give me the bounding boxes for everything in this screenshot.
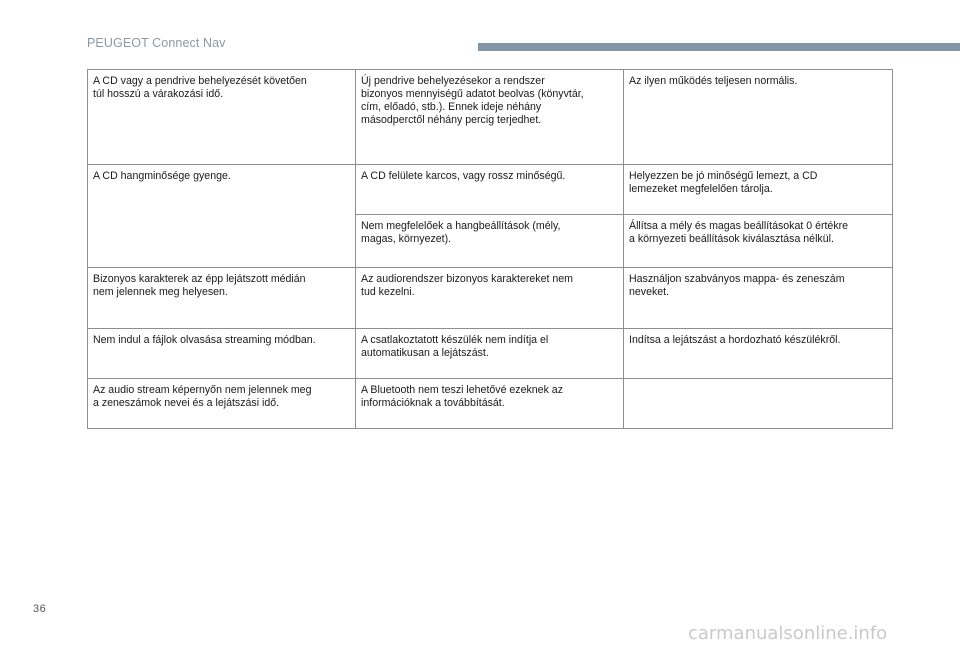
cause-cell: Az audiorendszer bizonyos karaktereket nem tud kezelni. bbox=[356, 268, 624, 329]
cause-cell: Nem megfelelőek a hangbeállítások (mély, magas, környezet). bbox=[356, 215, 624, 268]
question-cell: Nem indul a fájlok olvasása streaming módban. bbox=[88, 329, 356, 379]
solution-cell: Indítsa a lejátszást a hordozható készülékről. bbox=[624, 329, 893, 379]
cause-cell: A csatlakoztatott készülék nem indítja el automatikusan a lejátszást. bbox=[356, 329, 624, 379]
solution-cell: Az ilyen működés teljesen normális. bbox=[624, 70, 893, 165]
header-accent-bar bbox=[478, 43, 960, 51]
watermark-text: carmanualsonline.info bbox=[688, 623, 888, 644]
solution-cell: Helyezzen be jó minőségű lemezt, a CD lemezeket megfelelően tárolja. bbox=[624, 165, 893, 215]
question-cell: A CD hangminősége gyenge. bbox=[88, 165, 356, 268]
cause-cell: A Bluetooth nem teszi lehetővé ezeknek az információknak a továbbítását. bbox=[356, 379, 624, 429]
page-number: 36 bbox=[33, 603, 47, 615]
table-row bbox=[88, 70, 893, 165]
solution-cell: Használjon szabványos mappa- és zeneszám neveket. bbox=[624, 268, 893, 329]
table-row bbox=[88, 165, 893, 215]
solution-cell bbox=[624, 379, 893, 429]
table-row bbox=[88, 379, 893, 429]
table-row bbox=[88, 329, 893, 379]
question-cell: A CD vagy a pendrive behelyezését követően túl hosszú a várakozási idő. bbox=[88, 70, 356, 165]
document-header-title: PEUGEOT Connect Nav bbox=[87, 36, 226, 50]
cause-cell: Új pendrive behelyezésekor a rendszer bizonyos mennyiségű adatot beolvas (könyvtár, cím, előadó, stb.). Ennek ideje néhány másodperctől néhány percig terjedhet. bbox=[356, 70, 624, 165]
question-cell: Bizonyos karakterek az épp lejátszott médián nem jelennek meg helyesen. bbox=[88, 268, 356, 329]
troubleshooting-table bbox=[87, 69, 893, 429]
solution-cell: Állítsa a mély és magas beállításokat 0 értékre a környezeti beállítások kiválasztása nélkül. bbox=[624, 215, 893, 268]
question-cell: Az audio stream képernyőn nem jelennek meg a zeneszámok nevei és a lejátszási idő. bbox=[88, 379, 356, 429]
cause-cell: A CD felülete karcos, vagy rossz minőségű. bbox=[356, 165, 624, 215]
table-row bbox=[88, 268, 893, 329]
